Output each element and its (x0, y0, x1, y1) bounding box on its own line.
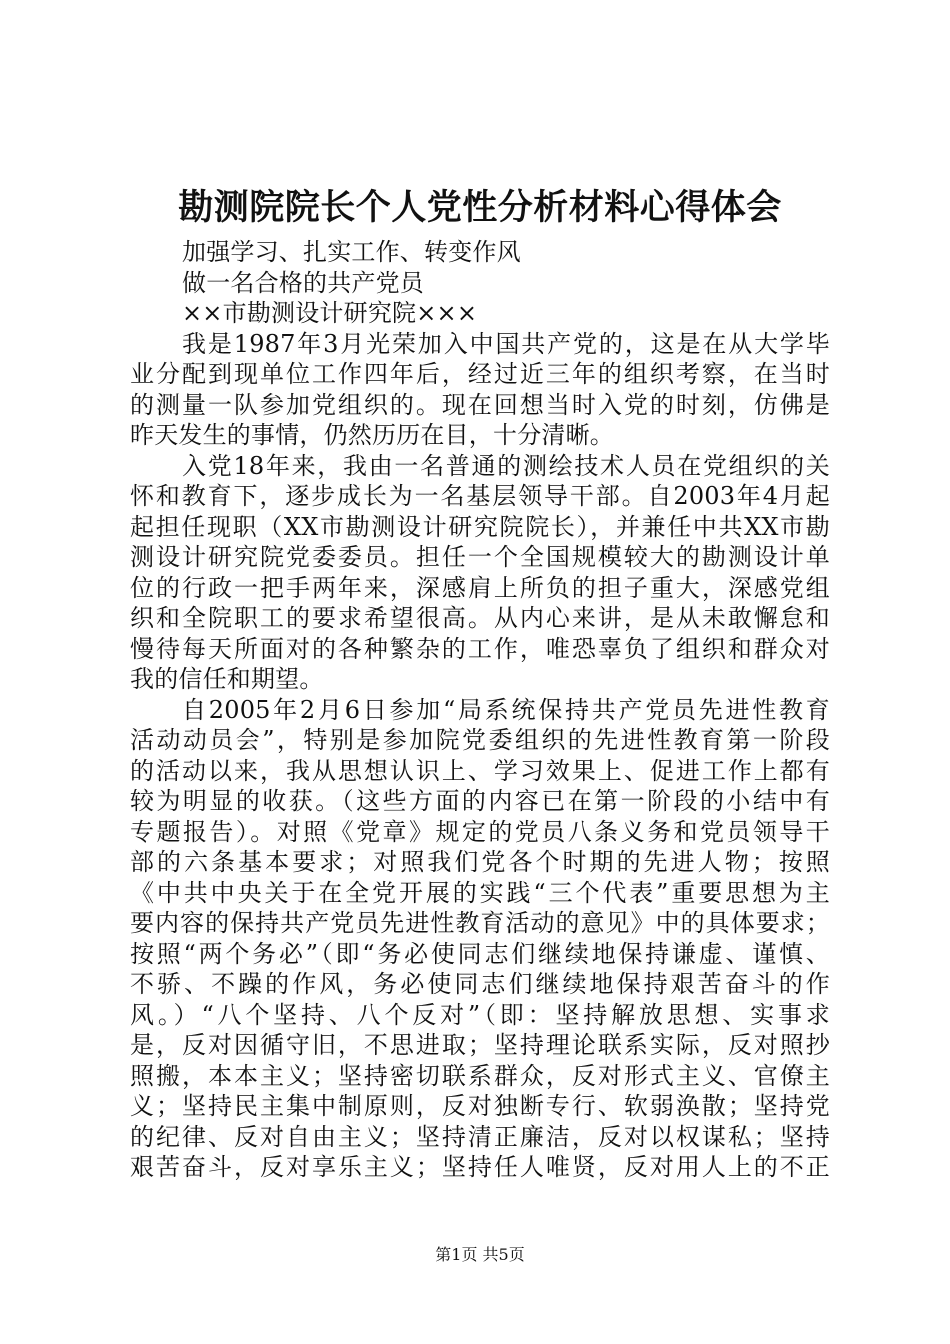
paragraph-line: 按照“两个务必”（即“务必使同志们继续地保持谦虚、谨慎、 (130, 939, 830, 968)
paragraph-line: 我是1987年3月光荣加入中国共产党的，这是在从大学毕 (182, 329, 830, 358)
paragraph-line: 艰苦奋斗，反对享乐主义；坚持任人唯贤，反对用人上的不正 (130, 1153, 830, 1181)
author-line: ××市勘测设计研究院××× (182, 299, 478, 327)
paragraph-line: 昨天发生的事情，仍然历历在目，十分清晰。 (130, 421, 614, 449)
paragraph-line: 慢待每天所面对的各种繁杂的工作，唯恐辜负了组织和群众对 (130, 634, 830, 663)
paragraph-line: 部的六条基本要求；对照我们党各个时期的先进人物；按照 (130, 848, 830, 876)
paragraph-line: 专题报告）。对照《党章》规定的党员八条义务和党员领导干 (130, 817, 830, 846)
paragraph-line: 织和全院职工的要求希望很高。从内心来讲，是从未敢懈怠和 (130, 604, 830, 632)
paragraph-line: 义；坚持民主集中制原则，反对独断专行、软弱涣散；坚持党 (130, 1092, 830, 1120)
paragraph-line: 活动动员会”，特别是参加院党委组织的先进性教育第一阶段 (130, 726, 830, 754)
paragraph-line: 要内容的保持共产党员先进性教育活动的意见》中的具体要求； (130, 909, 830, 937)
paragraph-line: 位的行政一把手两年来，深感肩上所负的担子重大，深感党组 (130, 573, 830, 602)
page-number-footer: 第1页 共5页 (435, 1245, 525, 1264)
paragraph-line: 不骄、不躁的作风，务必使同志们继续地保持艰苦奋斗的作 (130, 970, 830, 998)
subtitle-line: 做一名合格的共产党员 (182, 268, 424, 297)
document-page (130, 0, 830, 1344)
paragraph-line: 业分配到现单位工作四年后，经过近三年的组织考察，在当时 (130, 360, 830, 388)
paragraph-line: 风。）“八个坚持、八个反对”（即：坚持解放思想、实事求 (130, 1000, 830, 1029)
paragraph-line: 的活动以来，我从思想认识上、学习效果上、促进工作上都有 (130, 756, 830, 785)
paragraph-line: 的测量一队参加党组织的。现在回想当时入党的时刻，仿佛是 (130, 390, 830, 419)
paragraph-line: 较为明显的收获。（这些方面的内容已在第一阶段的小结中有 (130, 787, 830, 815)
paragraph-line: 《中共中央关于在全党开展的实践“三个代表”重要思想为主 (130, 878, 830, 907)
subtitle-line: 加强学习、扎实工作、转变作风 (182, 238, 521, 266)
document-title: 勘测院院长个人党性分析材料心得体会 (178, 187, 782, 228)
document-body (130, 237, 830, 1183)
paragraph-line: 测设计研究院党委委员。担任一个全国规模较大的勘测设计单 (130, 543, 830, 571)
paragraph-line: 自2005年2月6日参加“局系统保持共产党员先进性教育 (182, 695, 830, 724)
paragraph-line: 起担任现职（XX市勘测设计研究院院长），并兼任中共XX市勘 (130, 512, 830, 541)
paragraph-line: 照搬，本本主义；坚持密切联系群众，反对形式主义、官僚主 (130, 1061, 830, 1090)
paragraph-line: 是，反对因循守旧，不思进取；坚持理论联系实际，反对照抄 (130, 1031, 830, 1059)
paragraph-line: 我的信任和期望。 (130, 665, 324, 693)
paragraph-line: 怀和教育下，逐步成长为一名基层领导干部。自2003年4月起 (130, 482, 830, 510)
paragraph-line: 入党18年来，我由一名普通的测绘技术人员在党组织的关 (182, 451, 830, 480)
paragraph-line: 的纪律、反对自由主义；坚持清正廉洁，反对以权谋私；坚持 (130, 1122, 830, 1151)
